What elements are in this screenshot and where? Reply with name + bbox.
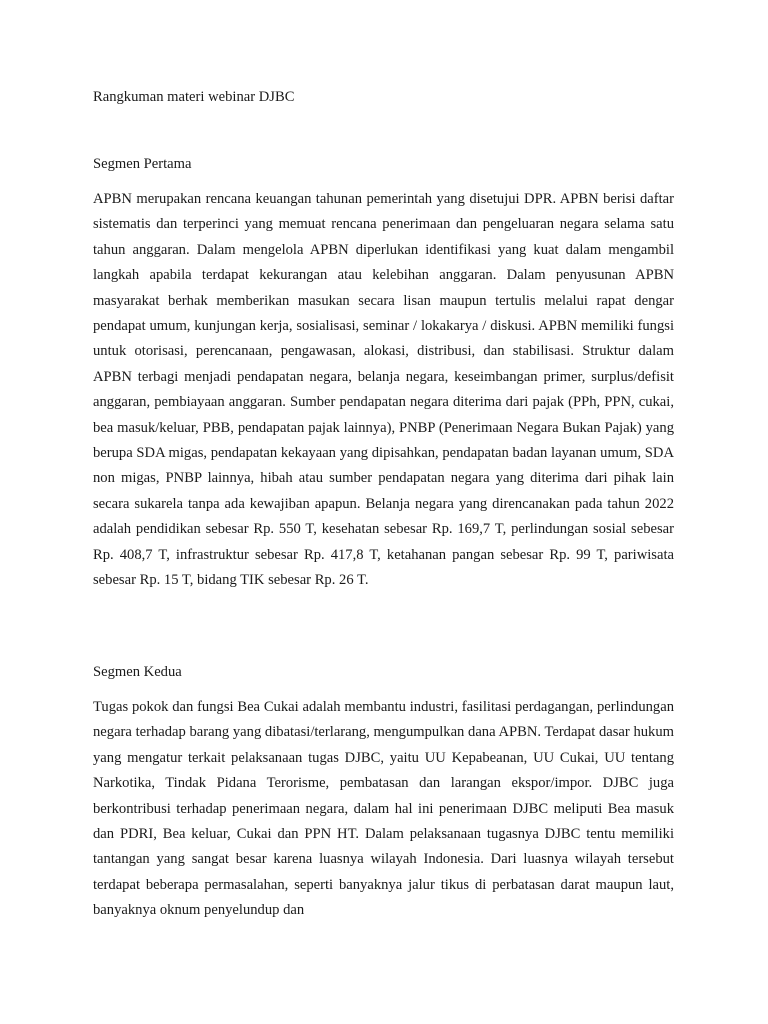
section-heading-segmen-kedua: Segmen Kedua (93, 664, 182, 680)
section-paragraph-segmen-pertama: APBN merupakan rencana keuangan tahunan pemerintah yang disetujui DPR. APBN berisi daftar sistematis dan terperinci yang memuat rencana penerimaan dan pengeluaran negara selama satu tahun anggaran. Dalam mengelola APBN diperlukan identifikasi yang kuat dalam mengambil langkah apabila terdapat kekurangan atau kelebihan anggaran. Dalam penyusunan APBN masyarakat berhak memberikan masukan secara lisan maupun tertulis melalui rapat dengar pendapat umum, kunjungan kerja, sosialisasi, seminar / lokakarya / diskusi. APBN memiliki fungsi untuk otorisasi, perencanaan, pengawasan, alokasi, distribusi, dan stabilisasi. Struktur dalam APBN terbagi menjadi pendapatan negara, belanja negara, keseimbangan primer, surplus/defisit anggaran, pembiayaan anggaran. Sumber pendapatan negara diterima dari pajak (PPh, PPN, cukai, bea masuk/keluar, PBB, pendapatan pajak lainnya), PNBP (Penerimaan Negara Bukan Pajak) yang berupa SDA migas, pendapatan kekayaan yang dipisahkan, pendapatan badan layanan umum, SDA non migas, PNBP lainnya, hibah atau sumber pendapatan negara yang diterima dari pihak lain secara sukarela tanpa ada kewajiban apapun. Belanja negara yang direncanakan pada tahun 2022 adalah pendidikan sebesar Rp. 550 T, kesehatan sebesar Rp. 169,7 T, perlindungan sosial sebesar Rp. 408,7 T, infrastruktur sebesar Rp. 417,8 T, ketahanan pangan sebesar Rp. 99 T, pariwisata sebesar Rp. 15 T, bidang TIK sebesar Rp. 26 T. (93, 191, 674, 589)
section-heading-segmen-pertama: Segmen Pertama (93, 156, 192, 172)
document-title: Rangkuman materi webinar DJBC (93, 89, 295, 105)
section-paragraph-segmen-kedua: Tugas pokok dan fungsi Bea Cukai adalah membantu industri, fasilitasi perdagangan, perlindungan negara terhadap barang yang dibatasi/terlarang, mengumpulkan dana APBN. Terdapat dasar hukum yang mengatur terkait pelaksanaan tugas DJBC, yaitu UU Kepabeanan, UU Cukai, UU tentang Narkotika, Tindak Pidana Terorisme, pembatasan dan larangan ekspor/impor. DJBC juga berkontribusi terhadap penerimaan negara, dalam hal ini penerimaan DJBC meliputi Bea masuk dan PDRI, Bea keluar, Cukai dan PPN HT. Dalam pelaksanaan tugasnya DJBC tentu memiliki tantangan yang sangat besar karena luasnya wilayah Indonesia. Dari luasnya wilayah tersebut terdapat beberapa permasalahan, seperti banyaknya jalur tikus di perbatasan darat maupun laut, banyaknya oknum penyelundup dan (93, 699, 674, 919)
